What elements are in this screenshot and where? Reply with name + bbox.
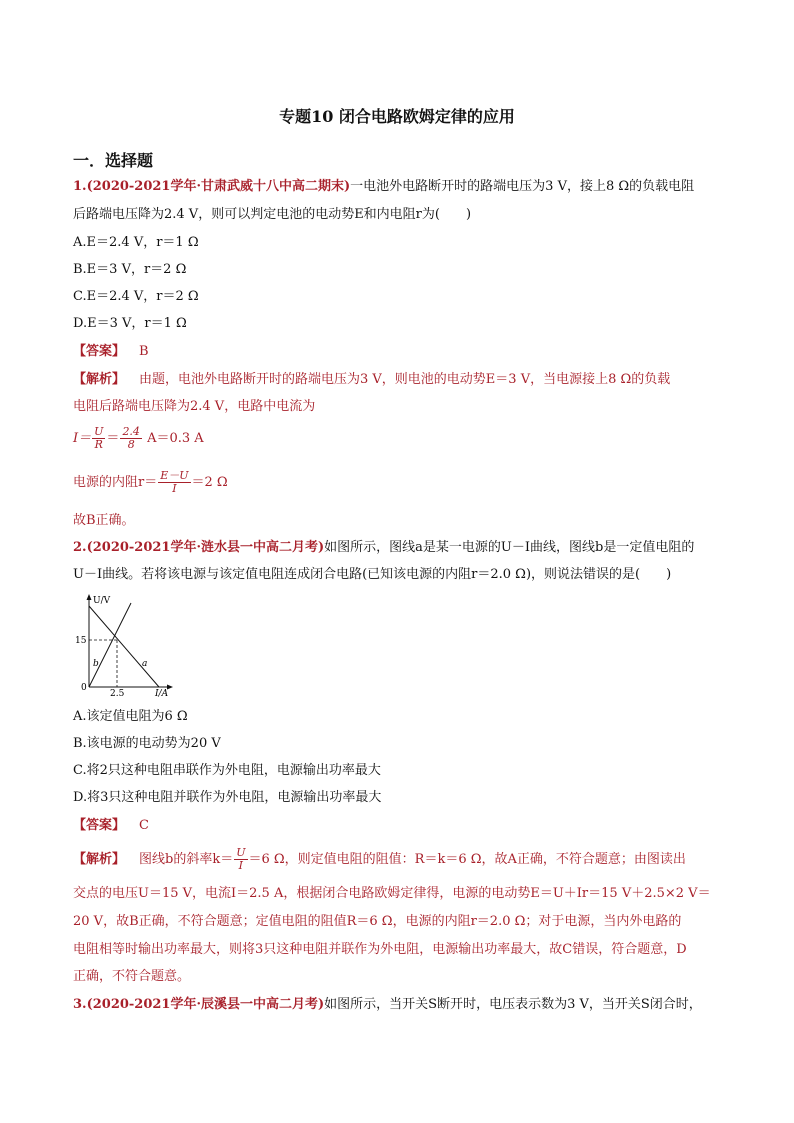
q2-option-d: D.将3只这种电阻并联作为外电阻，电源输出功率最大	[73, 790, 382, 805]
q1-analysis-line2: 电阻后路端电压降为2.4 V，电路中电流为	[73, 399, 316, 414]
q1-eq1-equals: ＝	[106, 431, 120, 446]
q2-slope-den: I	[238, 859, 244, 872]
q2-analysis-line3: 20 V，故B正确，不符合题意；定值电阻的阻值R＝6 Ω，电源的内阻r＝2.0 Ω；对于电源，当内外电路的	[73, 914, 682, 929]
q2-stem1: 如图所示，图线a是某一电源的U－I曲线，图线b是一定值电阻的	[324, 540, 695, 555]
q3-stem-line1	[73, 996, 733, 1014]
q1-eq2-den: I	[172, 482, 177, 495]
q1-eq1-prefix: I＝	[73, 431, 92, 446]
q2-slope-num: U	[236, 846, 246, 859]
q2-analysis1-pre: 图线b的斜率k＝	[139, 852, 234, 867]
q1-equation-resistance	[73, 468, 733, 498]
q1-eq2-num: E－U	[160, 469, 189, 482]
q1-source: 1.(2020-2021学年·甘肃武威十八中高二期末)	[73, 179, 351, 194]
q2-analysis-line5: 正确，不符合题意。	[73, 969, 191, 984]
q2-analysis-line1	[73, 845, 733, 875]
q2-ui-graph	[73, 592, 183, 698]
y-tick-15: 15	[75, 636, 87, 646]
q1-stem-line1	[73, 178, 733, 196]
q1-eq1-fraction2	[120, 426, 142, 451]
q2-stem-line2: U－I曲线。若将该电源与该定值电阻连成闭合电路(已知该电源的内阻r＝2.0 Ω)，则说法错误的是( )	[73, 567, 672, 582]
y-axis-label: U/V	[93, 596, 111, 606]
q2-stem-line1	[73, 539, 733, 557]
q1-option-c: C.E＝2.4 V，r＝2 Ω	[73, 289, 199, 304]
y-axis-arrow	[87, 594, 92, 600]
q1-option-a: A.E＝2.4 V，r＝1 Ω	[73, 235, 199, 250]
q1-answer-value: B	[139, 344, 149, 359]
x-tick-2-5: 2.5	[110, 689, 125, 698]
q1-analysis-tag: 【解析】	[73, 372, 126, 387]
q1-equation-current	[73, 424, 733, 454]
q3-stem1: 如图所示，当开关S断开时，电压表示数为3 V，当开关S闭合时，	[324, 997, 702, 1012]
q2-option-c: C.将2只这种电阻串联作为外电阻，电源输出功率最大	[73, 763, 381, 778]
q2-slope-fraction	[234, 847, 247, 872]
q2-analysis-line2: 交点的电压U＝15 V，电流I＝2.5 A，根据闭合电路欧姆定律得，电源的电动势E＝U＋Ir＝15 V＋2.5×2 V＝	[73, 886, 711, 901]
line-a-label: a	[142, 659, 148, 669]
q2-analysis-line4: 电阻相等时输出功率最大，则将3只这种电阻并联作为外电阻，电源输出功率最大，故C错误，符合题意，D	[73, 942, 687, 957]
q1-eq2-tail: ＝2 Ω	[191, 475, 228, 490]
q1-stem1: 一电池外电路断开时的路端电压为3 V，接上8 Ω的负载电阻	[350, 179, 695, 194]
q2-answer-tag: 【答案】	[73, 818, 126, 833]
q1-eq1-f1-den: R	[94, 438, 103, 451]
q1-eq1-f2-num: 2.4	[122, 425, 140, 438]
q3-source: 3.(2020-2021学年·辰溪县一中高二月考)	[73, 997, 325, 1012]
line-a	[89, 606, 159, 687]
q2-answer-value: C	[139, 818, 149, 833]
line-b-label: b	[93, 659, 99, 669]
q2-option-b: B.该电源的电动势为20 V	[73, 736, 221, 751]
q1-option-d: D.E＝3 V，r＝1 Ω	[73, 316, 187, 331]
q2-analysis-tag: 【解析】	[73, 852, 126, 867]
page-title: 专题10 闭合电路欧姆定律的应用	[279, 107, 515, 126]
q1-eq2-fraction	[158, 470, 190, 495]
q1-eq1-f2-den: 8	[127, 438, 135, 451]
line-b	[89, 603, 131, 687]
q1-answer-tag: 【答案】	[73, 344, 126, 359]
q1-eq1-tail: A＝0.3 A	[142, 431, 204, 446]
q2-answer	[73, 817, 733, 835]
q1-eq2-prefix: 电源的内阻r＝	[73, 475, 158, 490]
origin-label: 0	[81, 683, 87, 693]
q2-source: 2.(2020-2021学年·涟水县一中高二月考)	[73, 540, 325, 555]
q1-analysis1: 由题，电池外电路断开时的路端电压为3 V，则电池的电动势E＝3 V，当电源接上8 Ω的负载	[139, 372, 671, 387]
q1-eq1-f1-num: U	[94, 425, 104, 438]
section-heading: 一．选择题	[73, 151, 154, 170]
q1-answer	[73, 343, 733, 361]
q1-option-b: B.E＝3 V，r＝2 Ω	[73, 262, 187, 277]
q2-analysis1-post: ＝6 Ω，则定值电阻的阻值：R＝k＝6 Ω，故A正确，不符合题意；由图读出	[248, 852, 686, 867]
q1-eq1-fraction1	[92, 426, 105, 451]
q1-stem-line2: 后路端电压降为2.4 V，则可以判定电池的电动势E和内电阻r为( )	[73, 207, 472, 222]
x-axis-label: I/A	[155, 689, 169, 698]
q2-option-a: A.该定值电阻为6 Ω	[73, 709, 188, 724]
q1-conclusion: 故B正确。	[73, 513, 135, 528]
q1-analysis-line1	[73, 371, 733, 389]
